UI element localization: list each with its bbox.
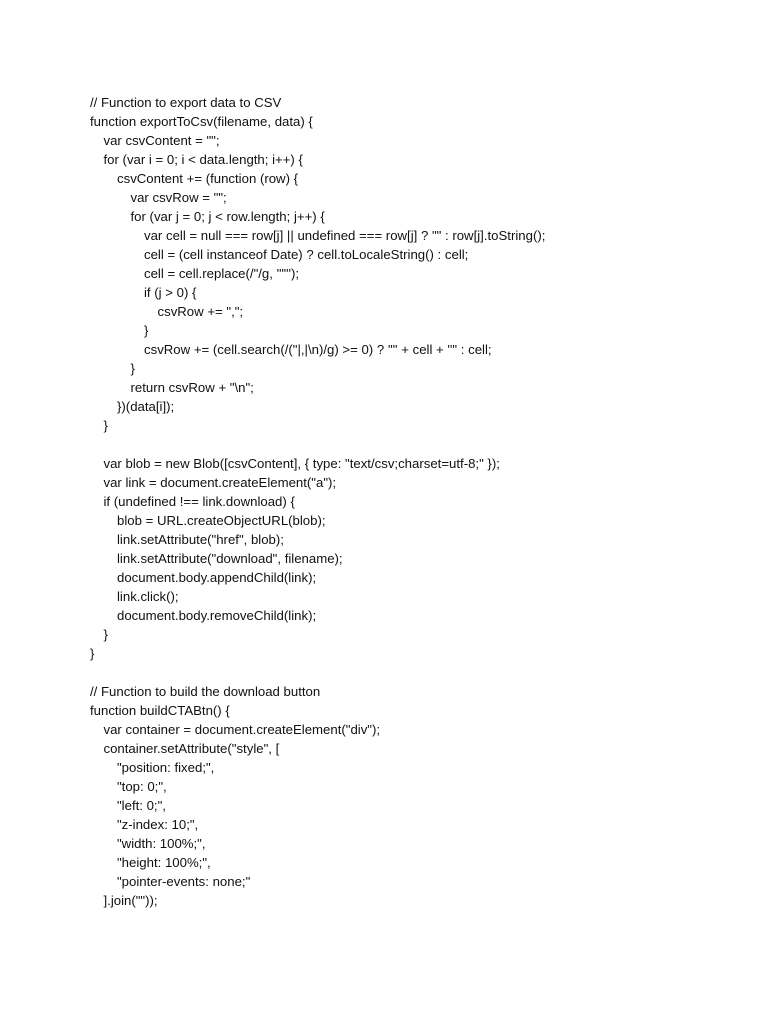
code-line: csvContent += (function (row) { [117,171,299,186]
code-line: "width: 100%;", [117,836,206,851]
code-line: for (var i = 0; i < data.length; i++) { [103,152,303,167]
code-line: } [103,418,108,433]
code-line: cell = cell.replace(/"/g, '""'); [144,266,300,281]
code-line: "pointer-events: none;" [117,874,251,889]
code-line: "height: 100%;", [117,855,211,870]
code-line: if (j > 0) { [144,285,197,300]
code-line: document.body.appendChild(link); [117,570,317,585]
code-line: "z-index: 10;", [117,817,199,832]
code-line: // Function to export data to CSV [90,95,282,110]
code-line: for (var j = 0; j < row.length; j++) { [130,209,325,224]
code-line: var csvRow = ""; [130,190,227,205]
code-line: if (undefined !== link.download) { [103,494,295,509]
code-line: link.setAttribute("download", filename); [117,551,343,566]
code-line: var container = document.createElement("div"); [103,722,381,737]
code-line: blob = URL.createObjectURL(blob); [117,513,326,528]
code-line: cell = (cell instanceof Date) ? cell.toLocaleString() : cell; [144,247,469,262]
code-line: ].join("")); [103,893,158,908]
code-line: // Function to build the download button [90,684,321,699]
code-line: } [103,627,108,642]
code-line: return csvRow + "\n"; [130,380,254,395]
code-line: function buildCTABtn() { [90,703,230,718]
code-line: })(data[i]); [117,399,175,414]
code-line: link.setAttribute("href", blob); [117,532,284,547]
code-line: csvRow += (cell.search(/("|,|\n)/g) >= 0) ? '"' + cell + '"' : cell; [144,342,492,357]
code-line: } [90,646,95,661]
code-line: csvRow += ","; [157,304,244,319]
code-line: var cell = null === row[j] || undefined === row[j] ? "" : row[j].toString(); [144,228,546,243]
code-listing [90,93,730,910]
code-line: document.body.removeChild(link); [117,608,317,623]
code-line: var csvContent = ""; [103,133,220,148]
code-line [90,663,730,682]
code-line: var blob = new Blob([csvContent], { type: "text/csv;charset=utf-8;" }); [103,456,500,471]
code-line [90,435,730,454]
code-line: } [130,361,135,376]
code-line: "top: 0;", [117,779,167,794]
code-line: "left: 0;", [117,798,166,813]
code-line: var link = document.createElement("a"); [103,475,337,490]
code-line: function exportToCsv(filename, data) { [90,114,313,129]
code-line: "position: fixed;", [117,760,215,775]
code-line: } [144,323,149,338]
code-line: link.click(); [117,589,179,604]
code-line: container.setAttribute("style", [ [103,741,280,756]
